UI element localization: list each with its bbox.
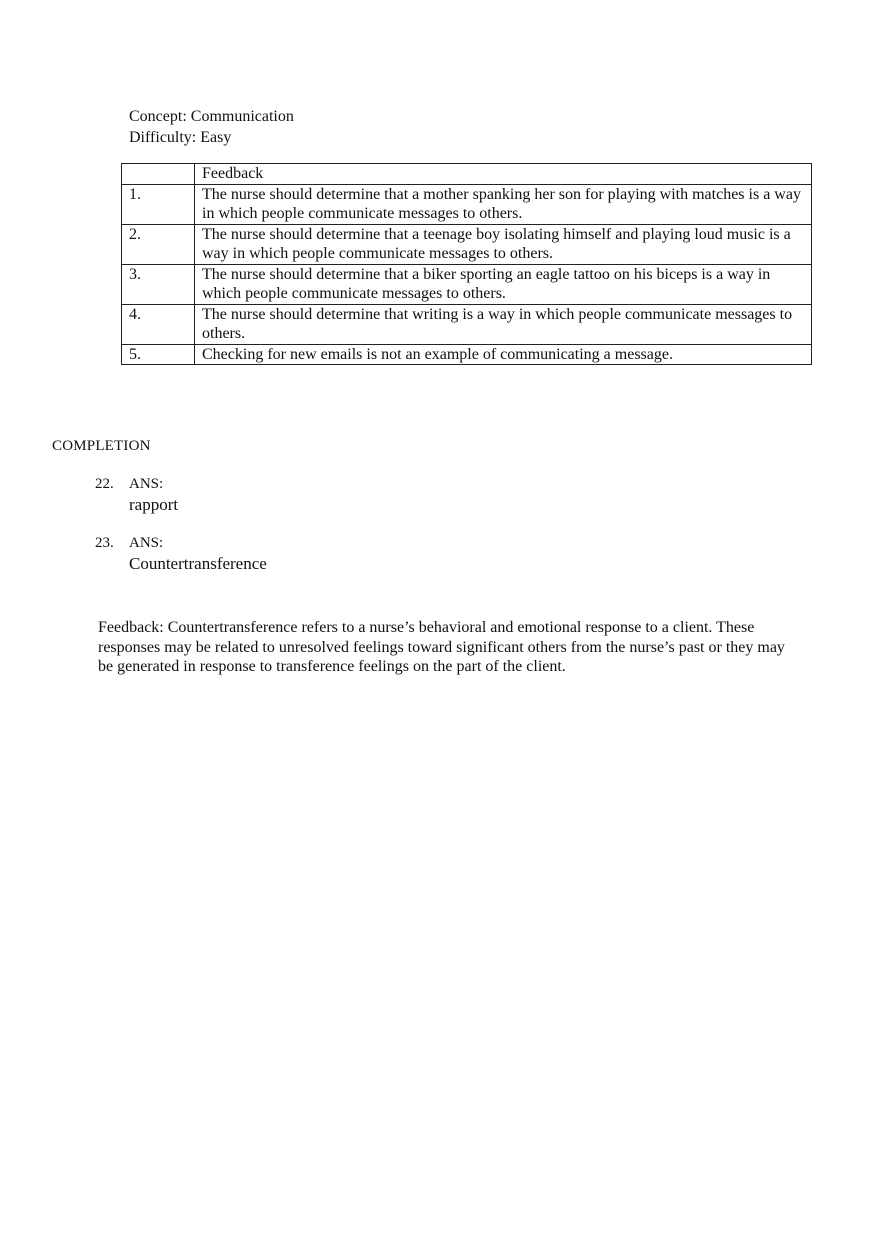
- table-header-row: [122, 164, 812, 185]
- question-meta: [129, 106, 294, 148]
- row-feedback: The nurse should determine that a teenage boy isolating himself and playing loud music is a way in which people communicate messages to others.: [195, 225, 812, 265]
- answer-label: ANS:: [129, 476, 164, 492]
- table-header-blank-cell: [122, 164, 195, 185]
- difficulty-line: Difficulty: Easy: [129, 129, 232, 146]
- answer-number: 22.: [95, 476, 114, 492]
- row-feedback: The nurse should determine that a mother spanking her son for playing with matches is a way in which people communicate messages to others.: [195, 185, 812, 225]
- row-number: 2.: [122, 225, 195, 265]
- answer-number: 23.: [95, 535, 114, 551]
- row-number: 4.: [122, 305, 195, 345]
- row-number: 5.: [122, 345, 195, 365]
- table-row: [122, 345, 812, 365]
- row-feedback: The nurse should determine that writing is a way in which people communicate messages to others.: [195, 305, 812, 345]
- table-row: [122, 225, 812, 265]
- row-number: 3.: [122, 265, 195, 305]
- feedback-table: [121, 163, 812, 365]
- row-feedback: The nurse should determine that a biker sporting an eagle tattoo on his biceps is a way in which people communicate messages to others.: [195, 265, 812, 305]
- concept-line: Concept: Communication: [129, 108, 294, 125]
- row-number: 1.: [122, 185, 195, 225]
- feedback-paragraph: Feedback: Countertransference refers to a nurse’s behavioral and emotional response to a client. These responses may be related to unresolved feelings toward significant others from the nurse’s past or they may be generated in response to transference feelings on the part of the client.: [98, 619, 785, 675]
- table-header-cell: Feedback: [195, 164, 812, 185]
- table-row: [122, 265, 812, 305]
- answer-label: ANS:: [129, 535, 164, 551]
- answer-value: rapport: [129, 495, 179, 514]
- answer-value: Countertransference: [129, 554, 267, 573]
- table-row: [122, 185, 812, 225]
- table-row: [122, 305, 812, 345]
- row-feedback: Checking for new emails is not an example of communicating a message.: [195, 345, 812, 365]
- completion-heading: COMPLETION: [52, 438, 151, 454]
